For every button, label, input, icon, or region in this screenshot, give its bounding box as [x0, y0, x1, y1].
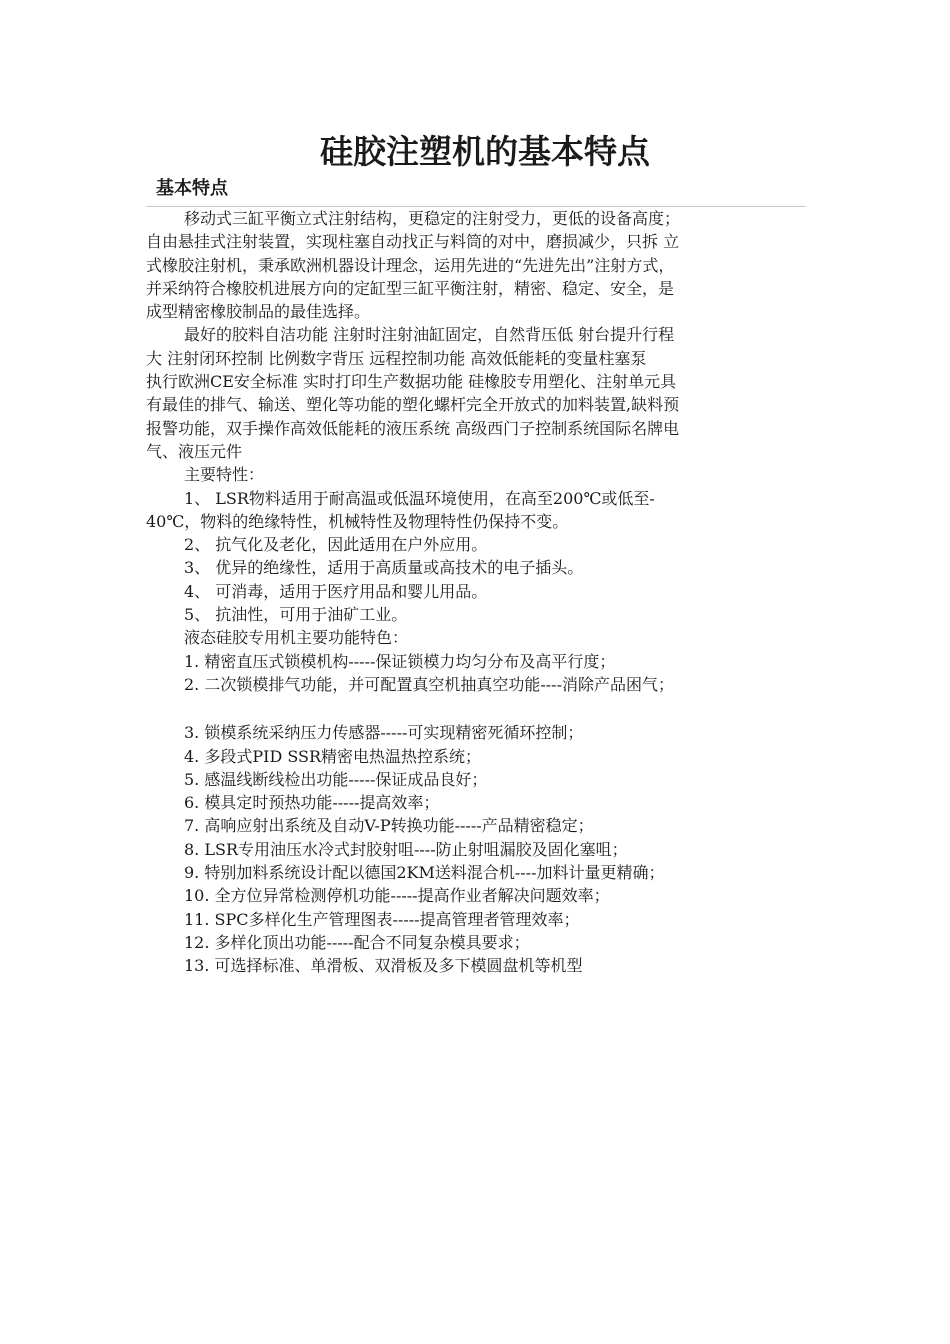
function-item: 9. 特别加料系统设计配以德国2KM送料混合机----加料计量更精确； — [184, 863, 665, 883]
body-line: 报警功能，双手操作高效低能耗的液压系统 高级西门子控制系统国际名牌电 — [146, 418, 680, 438]
feature-item: 3、 优异的绝缘性，适用于高质量或高技术的电子插头。 — [184, 558, 584, 578]
function-item: 2. 二次锁模排气功能，并可配置真空机抽真空功能----消除产品困气； — [184, 674, 674, 694]
feature-item: 2、 抗气化及老化，因此适用在户外应用。 — [184, 535, 488, 555]
document-body — [146, 207, 810, 978]
body-line: 自由悬挂式注射装置，实现柱塞自动找正与料筒的对中，磨损减少，只拆 立 — [146, 232, 680, 252]
document-title: 硅胶注塑机的基本特点 — [320, 132, 650, 171]
function-item: 5. 感温线断线检出功能-----保证成品良好； — [184, 769, 488, 789]
body-line: 有最佳的排气、输送、塑化等功能的塑化螺杆完全开放式的加料装置,缺料预 — [146, 395, 680, 415]
feature-item-continuation: 40℃，物料的绝缘特性，机械特性及物理特性仍保持不变。 — [146, 511, 569, 531]
body-line: 最好的胶料自洁功能 注射时注射油缸固定，自然背压低 射台提升行程 — [184, 325, 675, 345]
function-item: 6. 模具定时预热功能-----提高效率； — [184, 793, 440, 813]
function-item: 12. 多样化顶出功能-----配合不同复杂模具要求； — [184, 932, 530, 952]
section-heading: 基本特点 — [156, 178, 228, 199]
function-item: 8. LSR专用油压水冷式封胶射咀----防止射咀漏胶及固化塞咀； — [184, 839, 628, 859]
subheading-lsr-functions: 液态硅胶专用机主要功能特色： — [184, 628, 409, 648]
feature-item: 1、 LSR物料适用于耐高温或低温环境使用，在高至200℃或低至- — [184, 488, 655, 508]
subheading-main-features: 主要特性： — [184, 465, 265, 485]
body-line: 成型精密橡胶制品的最佳选择。 — [146, 302, 371, 322]
body-line: 气、液压元件 — [146, 441, 243, 461]
body-line: 式橡胶注射机，秉承欧洲机器设计理念，运用先进的“先进先出”注射方式， — [146, 255, 675, 275]
function-item: 4. 多段式PID SSR精密电热温热控系统； — [184, 746, 482, 766]
function-item: 11. SPC多样化生产管理图表-----提高管理者管理效率； — [184, 909, 580, 929]
body-line: 并采纳符合橡胶机进展方向的定缸型三缸平衡注射，精密、稳定、安全，是 — [146, 278, 675, 298]
feature-item: 4、 可消毒，适用于医疗用品和婴儿用品。 — [184, 581, 488, 601]
function-item: 3. 锁模系统采纳压力传感器-----可实现精密死循环控制； — [184, 723, 584, 743]
body-line: 大 注射闭环控制 比例数字背压 远程控制功能 高效低能耗的变量柱塞泵 — [146, 348, 647, 368]
body-line: 执行欧洲CE安全标准 实时打印生产数据功能 硅橡胶专用塑化、注射单元具 — [146, 372, 677, 392]
function-item: 10. 全方位异常检测停机功能-----提高作业者解决问题效率； — [184, 886, 610, 906]
function-item: 13. 可选择标准、单滑板、双滑板及多下模圆盘机等机型 — [184, 956, 583, 976]
function-item: 7. 高响应射出系统及自动V-P转换功能-----产品精密稳定； — [184, 816, 594, 836]
blank-line — [146, 696, 810, 721]
feature-item: 5、 抗油性，可用于油矿工业。 — [184, 605, 408, 625]
function-item: 1. 精密直压式锁模机构-----保证锁模力均匀分布及高平行度； — [184, 651, 616, 671]
body-line: 移动式三缸平衡立式注射结构，更稳定的注射受力，更低的设备高度； — [184, 209, 681, 228]
